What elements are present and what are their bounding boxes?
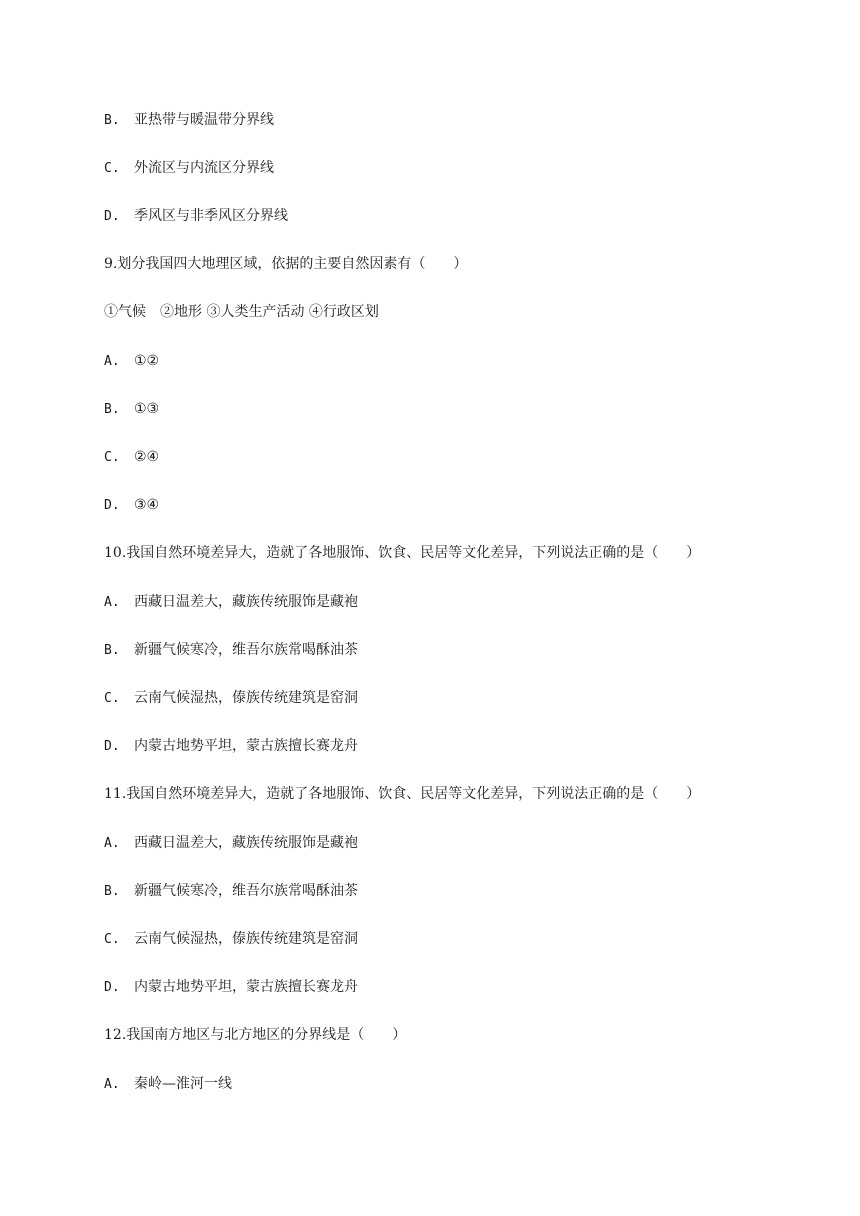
option-text: ①③	[134, 401, 160, 417]
question-9-stem: 9.划分我国四大地理区域，依据的主要自然因素有（ ）	[104, 256, 468, 272]
option-text: ②④	[134, 449, 160, 465]
option-b	[104, 110, 274, 131]
option-letter: A.	[104, 1077, 120, 1092]
option-letter: D.	[104, 739, 120, 754]
option-letter: C.	[104, 932, 120, 947]
option-letter: A.	[104, 354, 120, 369]
option-letter: B.	[104, 884, 120, 899]
option-c	[104, 929, 358, 950]
option-d	[104, 206, 288, 227]
option-text: 西藏日温差大，藏族传统服饰是藏袍	[134, 835, 358, 851]
option-text: 西藏日温差大，藏族传统服饰是藏袍	[134, 594, 358, 610]
option-text: 云南气候湿热，傣族传统建筑是窑洞	[134, 931, 358, 947]
option-a	[104, 592, 358, 613]
option-b	[104, 881, 358, 902]
option-text: 新疆气候寒冷，维吾尔族常喝酥油茶	[134, 883, 358, 899]
option-text: ①②	[134, 353, 160, 369]
question-10-stem: 10.我国自然环境差异大，造就了各地服饰、饮食、民居等文化差异，下列说法正确的是（ ）	[104, 545, 701, 561]
question-11-stem: 11.我国自然环境差异大，造就了各地服饰、饮食、民居等文化差异，下列说法正确的是（ ）	[104, 786, 701, 802]
option-a	[104, 351, 159, 372]
option-text: 新疆气候寒冷，维吾尔族常喝酥油茶	[134, 642, 358, 658]
option-text: 云南气候湿热，傣族传统建筑是窑洞	[134, 690, 358, 706]
question-9-choices-list: ①气候 ②地形 ③人类生产活动 ④行政区划	[104, 304, 379, 320]
option-d	[104, 977, 358, 998]
option-letter: D.	[104, 209, 120, 224]
option-letter: A.	[104, 595, 120, 610]
option-b	[104, 399, 159, 420]
option-a	[104, 833, 358, 854]
option-letter: B.	[104, 643, 120, 658]
option-letter: D.	[104, 980, 120, 995]
option-c	[104, 688, 358, 709]
option-c	[104, 158, 274, 179]
option-letter: B.	[104, 402, 120, 417]
option-letter: A.	[104, 836, 120, 851]
option-text: ③④	[134, 497, 160, 513]
option-letter: C.	[104, 691, 120, 706]
option-text: 季风区与非季风区分界线	[134, 208, 288, 224]
option-text: 内蒙古地势平坦，蒙古族擅长赛龙舟	[134, 738, 358, 754]
question-12-stem: 12.我国南方地区与北方地区的分界线是（ ）	[104, 1027, 407, 1043]
option-c	[104, 447, 159, 468]
option-d	[104, 495, 159, 516]
option-a	[104, 1074, 232, 1095]
option-text: 亚热带与暖温带分界线	[134, 112, 274, 128]
option-text: 秦岭—淮河一线	[134, 1076, 232, 1092]
option-letter: C.	[104, 450, 120, 465]
option-b	[104, 640, 358, 661]
option-d	[104, 736, 358, 757]
option-text: 内蒙古地势平坦，蒙古族擅长赛龙舟	[134, 979, 358, 995]
option-letter: D.	[104, 498, 120, 513]
option-letter: B.	[104, 113, 120, 128]
option-text: 外流区与内流区分界线	[134, 160, 274, 176]
option-letter: C.	[104, 161, 120, 176]
